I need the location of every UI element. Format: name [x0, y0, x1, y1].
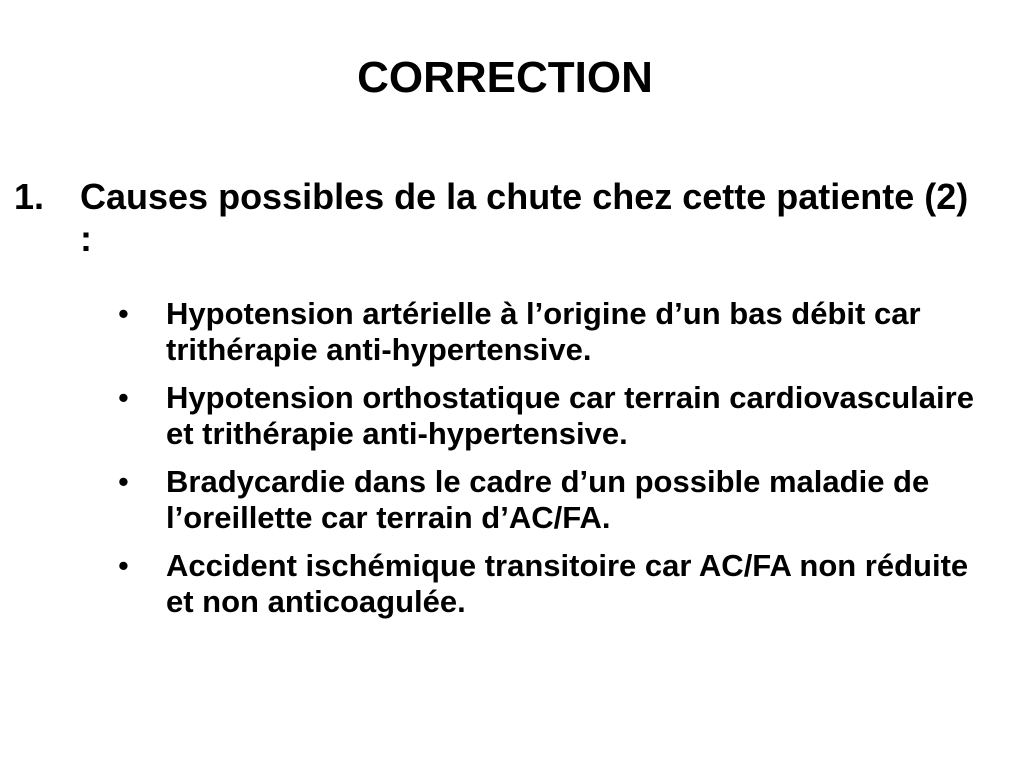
bullet-icon: •: [118, 380, 129, 415]
bullet-icon: •: [118, 296, 129, 331]
section-heading: Causes possibles de la chute chez cette patiente (2) :: [80, 176, 969, 259]
bullet-item-hypotension-arterielle: [118, 296, 998, 368]
bullet-text: Hypotension orthostatique car terrain cardiovasculaire et trithérapie anti-hypertensive.: [166, 380, 974, 451]
bullet-icon: •: [118, 548, 129, 583]
slide-title: CORRECTION: [357, 53, 653, 102]
bullet-item-accident-ischemique: [118, 548, 998, 620]
bullet-text: Accident ischémique transitoire car AC/FA non réduite et non anticoagulée.: [166, 548, 969, 619]
bullet-item-bradycardie: [118, 464, 998, 536]
bullet-list: [118, 296, 998, 632]
bullet-text: Bradycardie dans le cadre d’un possible maladie de l’oreillette car terrain d’AC/FA.: [166, 464, 930, 535]
bullet-text: Hypotension artérielle à l’origine d’un bas débit car trithérapie anti-hypertensive.: [166, 296, 921, 367]
bullet-item-hypotension-orthostatique: [118, 380, 998, 452]
section-number: 1.: [14, 176, 45, 217]
bullet-icon: •: [118, 464, 129, 499]
